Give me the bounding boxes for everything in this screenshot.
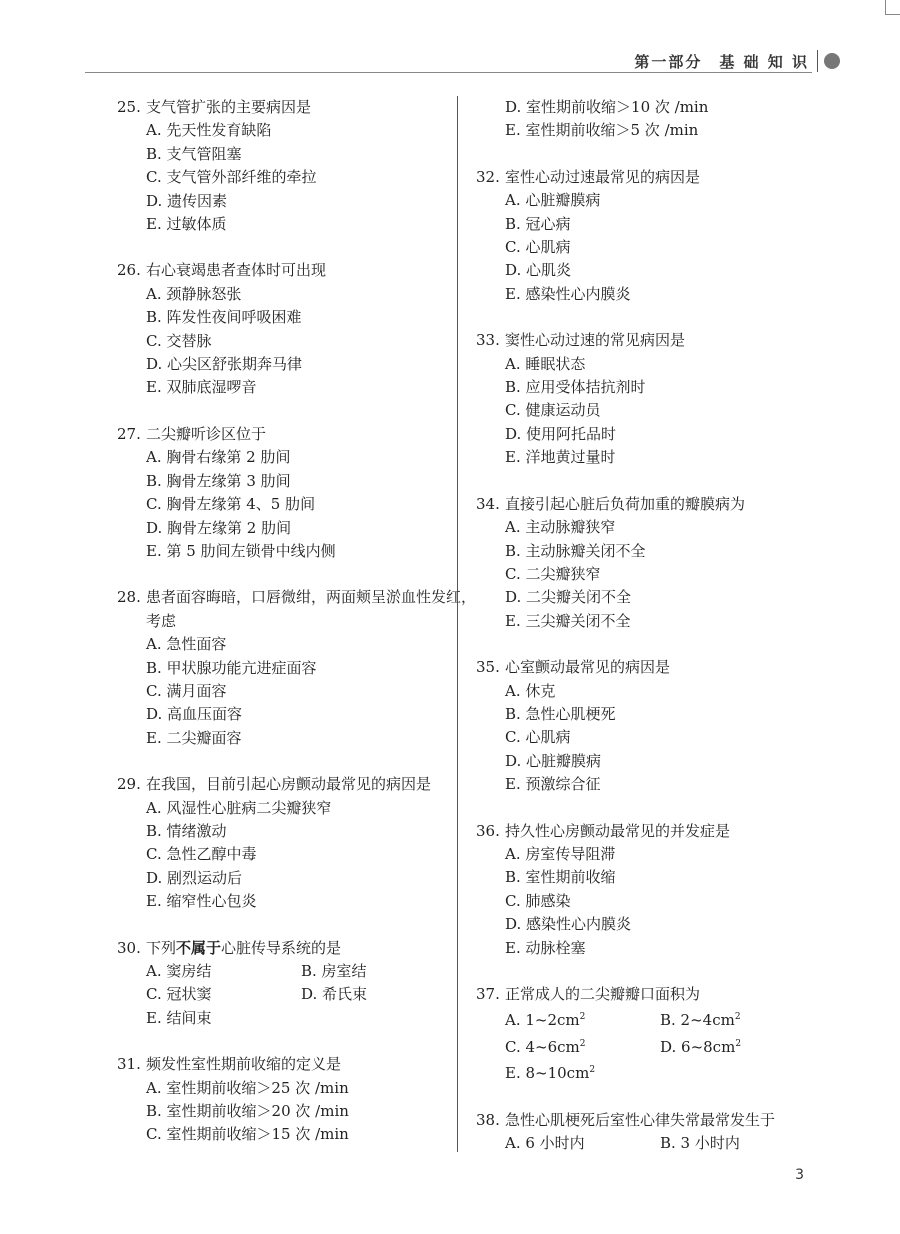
option-e: E. 结间束 xyxy=(146,1008,212,1027)
option-d: D. 使用阿托品时 xyxy=(505,424,617,443)
question-26 xyxy=(117,259,477,399)
question-31-continued xyxy=(476,96,836,143)
option-d: D. 胸骨左缘第 2 肋间 xyxy=(146,518,292,537)
question-stem: 室性心动过速最常见的病因是 xyxy=(505,167,701,186)
question-number: 34. xyxy=(476,494,500,513)
option-a: A. 心脏瓣膜病 xyxy=(505,191,601,210)
superscript: 2 xyxy=(579,1038,586,1049)
left-column xyxy=(117,96,477,1170)
option-e: E. 预激综合征 xyxy=(505,775,601,794)
stem-text: 下列 xyxy=(146,938,177,957)
question-number: 27. xyxy=(117,424,141,443)
option-d: D. 希氏束 xyxy=(301,985,368,1004)
option-b: B. 室性期前收缩＞20 次 /min xyxy=(146,1102,349,1121)
question-stem: 右心衰竭患者查体时可出现 xyxy=(146,261,327,280)
option-e: E. 过敏体质 xyxy=(146,215,227,234)
option-b xyxy=(660,1006,815,1032)
option-a: A. 急性面容 xyxy=(146,635,227,654)
question-stem: 正常成人的二尖瓣瓣口面积为 xyxy=(505,985,701,1003)
option-b: B. 胸骨左缘第 3 肋间 xyxy=(146,471,291,490)
option-e: E. 室性期前收缩＞5 次 /min xyxy=(505,121,699,140)
option-e xyxy=(505,1059,660,1085)
option-text: E. 8~10cm xyxy=(505,1064,590,1083)
option-c: C. 心肌病 xyxy=(505,238,571,257)
option-c: C. 支气管外部纤维的牵拉 xyxy=(146,168,317,187)
superscript: 2 xyxy=(579,1012,586,1023)
option-b: B. 主动脉瓣关闭不全 xyxy=(505,541,646,560)
question-number: 38. xyxy=(476,1110,500,1129)
page-number: 3 xyxy=(795,1167,804,1183)
question-stem: 直接引起心脏后负荷加重的瓣膜病为 xyxy=(505,494,746,513)
option-b: B. 阵发性夜间呼吸困难 xyxy=(146,308,302,327)
question-stem: 在我国，目前引起心房颤动最常见的病因是 xyxy=(146,775,432,794)
option-c: C. 健康运动员 xyxy=(505,401,601,420)
option-text: B. 2~4cm xyxy=(660,1011,735,1030)
option-e: E. 洋地黄过量时 xyxy=(505,448,616,467)
option-c: C. 满月面容 xyxy=(146,681,227,700)
option-d xyxy=(660,1033,815,1059)
option-a: A. 睡眠状态 xyxy=(505,354,586,373)
book-icon xyxy=(824,53,840,69)
option-d: D. 室性期前收缩＞10 次 /min xyxy=(505,98,709,116)
question-36 xyxy=(476,820,836,960)
question-stem: 二尖瓣听诊区位于 xyxy=(146,424,267,443)
question-stem: 支气管扩张的主要病因是 xyxy=(146,98,312,116)
option-c: C. 交替脉 xyxy=(146,331,212,350)
option-text: C. 4~6cm xyxy=(505,1037,580,1056)
question-35 xyxy=(476,656,836,796)
option-e: E. 缩窄性心包炎 xyxy=(146,892,257,911)
option-b: B. 支气管阻塞 xyxy=(146,144,242,163)
question-28 xyxy=(117,586,477,750)
option-c: C. 胸骨左缘第 4、5 肋间 xyxy=(146,495,316,514)
option-b: B. 应用受体拮抗剂时 xyxy=(505,378,646,397)
option-c: C. 心肌病 xyxy=(505,728,571,747)
question-stem xyxy=(146,937,477,960)
question-32 xyxy=(476,166,836,306)
option-c xyxy=(505,1033,660,1059)
option-a: A. 窦房结 xyxy=(146,962,212,980)
options-grid xyxy=(117,960,477,1030)
option-a: A. 休克 xyxy=(505,681,556,700)
question-25 xyxy=(117,96,477,236)
question-number: 25. xyxy=(117,98,141,116)
question-number: 32. xyxy=(476,167,500,186)
option-c: C. 二尖瓣狭窄 xyxy=(505,564,601,583)
right-column xyxy=(476,96,836,1178)
header-title: 第一部分 基 础 知 识 xyxy=(634,52,809,71)
stem-emphasis: 不属于 xyxy=(176,938,222,957)
option-a: A. 6 小时内 xyxy=(505,1134,585,1153)
crop-mark-tick xyxy=(885,0,886,8)
option-b: B. 冠心病 xyxy=(505,214,571,233)
question-stem: 患者面容晦暗，口唇微绀，两面颊呈淤血性发红，考虑 xyxy=(146,588,477,630)
option-d: D. 剧烈运动后 xyxy=(146,868,243,887)
option-text: D. 6~8cm xyxy=(660,1037,736,1056)
option-a: A. 室性期前收缩＞25 次 /min xyxy=(146,1078,349,1097)
superscript: 2 xyxy=(734,1012,741,1023)
option-b: B. 房室结 xyxy=(301,962,367,980)
option-e: E. 双肺底湿啰音 xyxy=(146,378,257,397)
stem-text: 心脏传导系统的是 xyxy=(221,938,342,957)
question-number: 28. xyxy=(117,588,141,607)
header-rule xyxy=(85,72,812,73)
question-38 xyxy=(476,1109,836,1156)
option-e: E. 感染性心内膜炎 xyxy=(505,284,631,303)
options-grid xyxy=(476,1132,836,1155)
option-a: A. 房室传导阻滞 xyxy=(505,844,616,863)
superscript: 2 xyxy=(735,1038,742,1049)
question-stem: 持久性心房颤动最常见的并发症是 xyxy=(505,821,731,840)
question-number: 37. xyxy=(476,985,500,1003)
question-number: 26. xyxy=(117,261,141,280)
option-c: C. 急性乙醇中毒 xyxy=(146,845,257,864)
option-c: C. 冠状窦 xyxy=(146,985,212,1004)
option-a: A. 主动脉瓣狭窄 xyxy=(505,518,616,537)
question-number: 31. xyxy=(117,1055,141,1074)
question-30 xyxy=(117,937,477,1031)
question-stem: 窦性心动过速的常见病因是 xyxy=(505,331,686,350)
option-d: D. 高血压面容 xyxy=(146,705,243,724)
option-d: D. 感染性心内膜炎 xyxy=(505,915,632,934)
question-34 xyxy=(476,493,836,633)
option-b: B. 3 小时内 xyxy=(660,1134,740,1153)
option-d: D. 遗传因素 xyxy=(146,191,228,210)
question-stem: 频发性室性期前收缩的定义是 xyxy=(146,1055,342,1074)
question-number: 29. xyxy=(117,775,141,794)
option-a: A. 颈静脉怒张 xyxy=(146,284,242,303)
option-e: E. 二尖瓣面容 xyxy=(146,728,242,747)
question-stem: 急性心肌梗死后室性心律失常最常发生于 xyxy=(505,1110,776,1129)
option-d: D. 二尖瓣关闭不全 xyxy=(505,588,632,607)
option-d: D. 心尖区舒张期奔马律 xyxy=(146,355,303,374)
question-number: 30. xyxy=(117,938,141,957)
option-a xyxy=(505,1006,660,1032)
option-e: E. 三尖瓣关闭不全 xyxy=(505,611,631,630)
question-number: 35. xyxy=(476,658,500,677)
option-d: D. 心肌炎 xyxy=(505,261,572,280)
option-c: C. 肺感染 xyxy=(505,891,571,910)
option-a: A. 先天性发育缺陷 xyxy=(146,121,272,140)
question-stem: 心室颤动最常见的病因是 xyxy=(505,658,671,677)
header-divider xyxy=(817,50,818,72)
superscript: 2 xyxy=(589,1065,596,1076)
question-27 xyxy=(117,423,477,563)
option-text: A. 1~2cm xyxy=(505,1011,580,1030)
option-d: D. 心脏瓣膜病 xyxy=(505,751,602,770)
option-e: E. 动脉栓塞 xyxy=(505,938,586,957)
question-number: 36. xyxy=(476,821,500,840)
question-29 xyxy=(117,773,477,913)
option-b: B. 急性心肌梗死 xyxy=(505,704,616,723)
question-31 xyxy=(117,1053,477,1147)
question-37 xyxy=(476,983,836,1086)
question-number: 33. xyxy=(476,331,500,350)
option-a: A. 胸骨右缘第 2 肋间 xyxy=(146,448,291,467)
option-a: A. 风湿性心脏病二尖瓣狭窄 xyxy=(146,798,332,817)
options-grid xyxy=(476,1006,836,1085)
option-b: B. 情绪激动 xyxy=(146,821,227,840)
option-b: B. 甲状腺功能亢进症面容 xyxy=(146,658,317,677)
option-e: E. 第 5 肋间左锁骨中线内侧 xyxy=(146,541,336,560)
crop-mark xyxy=(885,0,900,15)
option-b: B. 室性期前收缩 xyxy=(505,868,616,887)
option-c: C. 室性期前收缩＞15 次 /min xyxy=(146,1125,349,1144)
question-33 xyxy=(476,329,836,469)
